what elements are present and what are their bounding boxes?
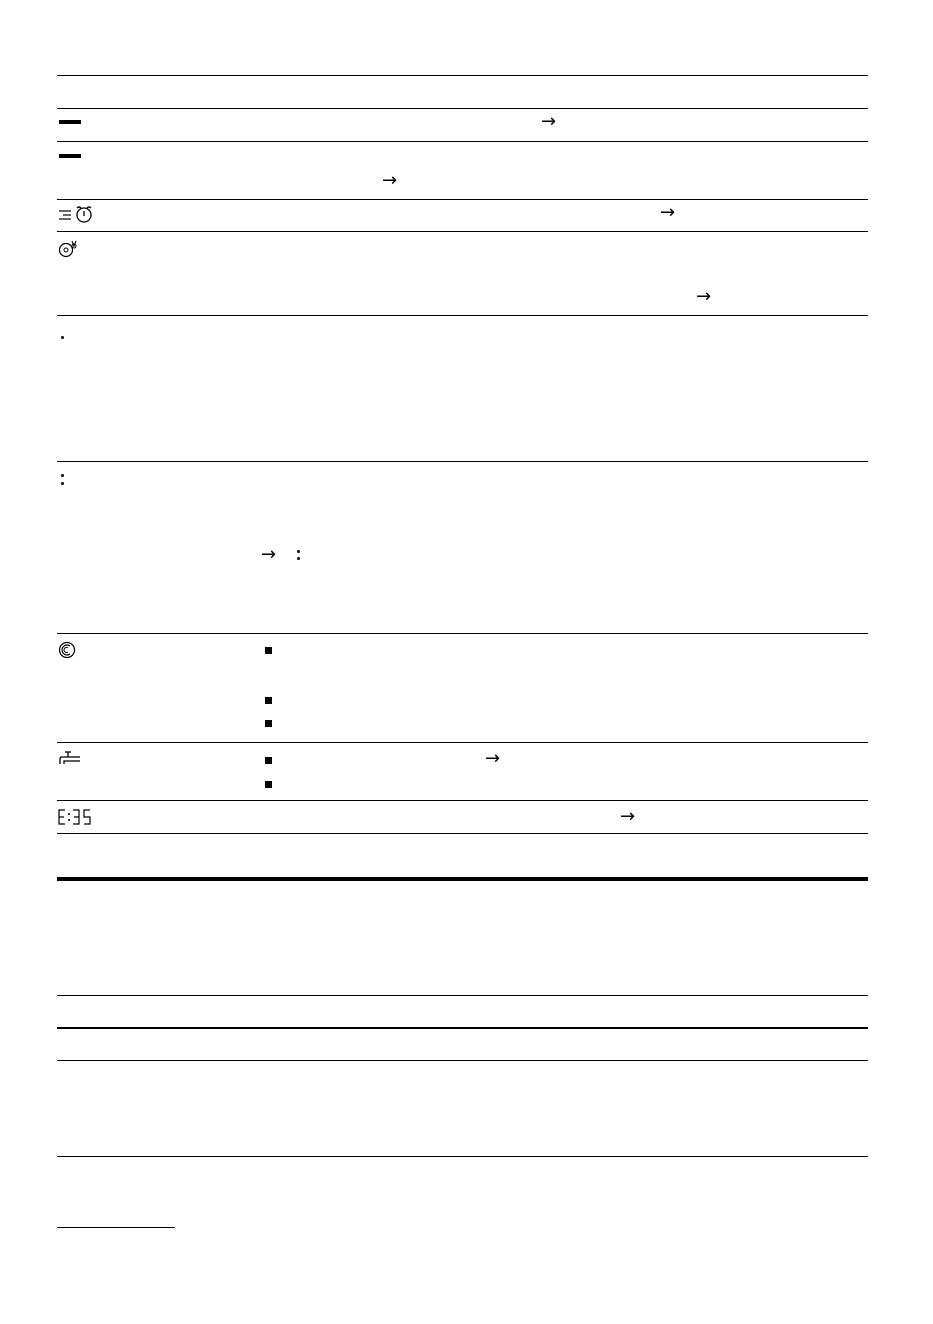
table2-bottom-rule	[57, 1156, 868, 1157]
single-dot-icon	[61, 336, 64, 339]
arrow-icon: →	[261, 544, 277, 565]
table2-row-divider	[57, 1060, 868, 1061]
arrow-icon: →	[382, 170, 398, 191]
table-bottom-rule	[57, 833, 868, 834]
row-divider	[57, 461, 868, 462]
arrow-icon: →	[620, 806, 636, 827]
colon-icon	[61, 474, 64, 477]
table-top-rule	[57, 75, 868, 76]
bullet-icon	[265, 781, 272, 788]
bullet-icon	[265, 647, 272, 654]
row-divider	[57, 800, 868, 801]
section-rule	[57, 877, 868, 881]
row-divider	[57, 742, 868, 743]
bullet-icon	[265, 757, 272, 764]
bullet-icon	[265, 697, 272, 704]
table2-top-rule	[57, 995, 868, 996]
timer-alarm-icon	[57, 205, 103, 223]
arrow-icon: →	[485, 748, 501, 769]
arrow-icon: →	[696, 286, 712, 307]
colon-icon	[297, 557, 300, 560]
bullet-icon	[265, 720, 272, 727]
table2-header-rule	[57, 1027, 868, 1029]
colon-icon	[297, 550, 300, 553]
row-divider	[57, 199, 868, 200]
arrow-icon: →	[541, 111, 557, 132]
error-display-icon	[57, 808, 101, 826]
table-header-rule	[57, 108, 868, 109]
dash-icon	[59, 154, 81, 158]
dish-sensor-icon	[58, 239, 80, 259]
water-tap-icon	[58, 749, 82, 767]
row-divider	[57, 315, 868, 316]
row-divider	[57, 141, 868, 142]
rinse-aid-icon	[58, 641, 78, 661]
arrow-icon: →	[660, 202, 676, 223]
dash-icon	[59, 120, 81, 124]
footnote-rule	[57, 1227, 175, 1228]
colon-icon	[61, 482, 64, 485]
row-divider	[57, 231, 868, 232]
row-divider	[57, 633, 868, 634]
